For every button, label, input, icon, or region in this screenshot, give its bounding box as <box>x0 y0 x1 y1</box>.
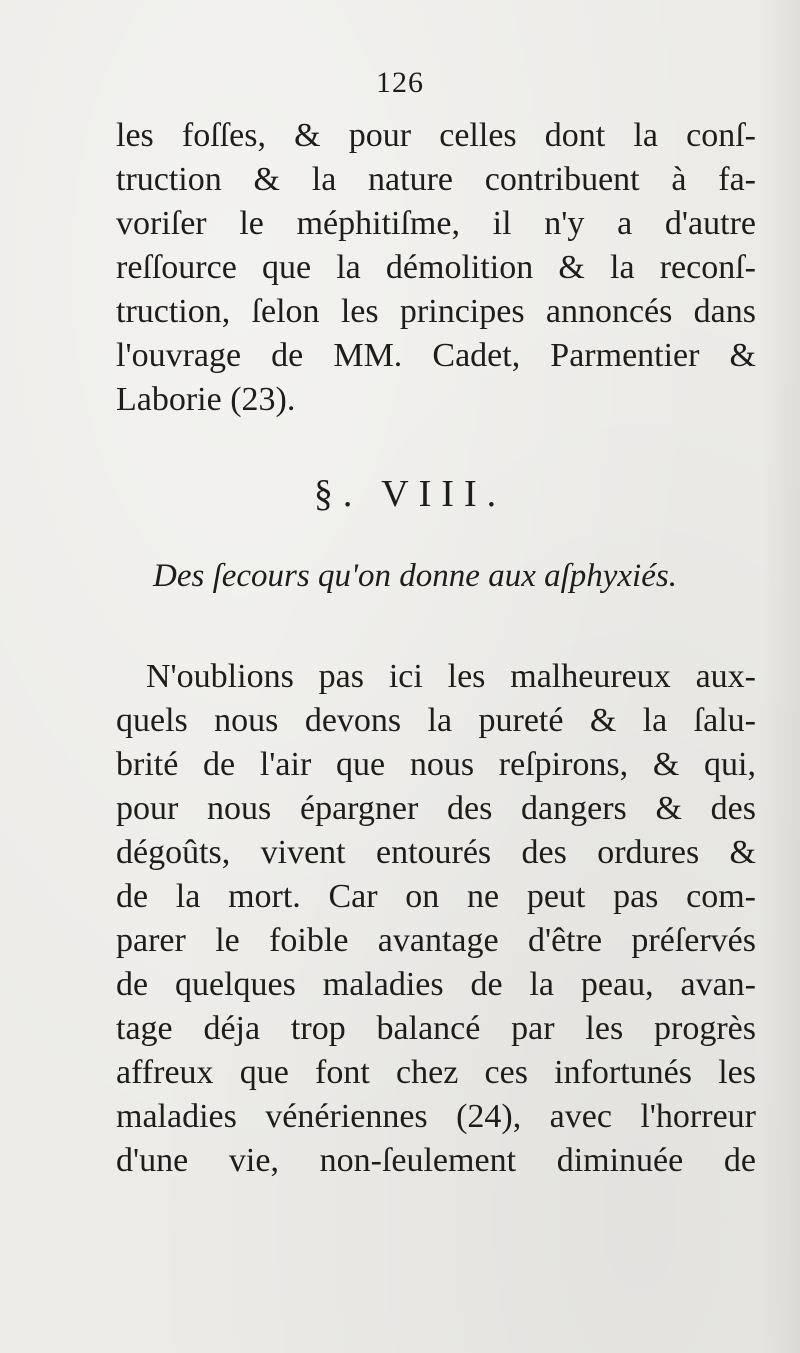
section-heading: §. VIII. <box>313 473 507 515</box>
text-line: Laborie (23). <box>116 381 296 418</box>
text-line: reſſource que la démolition & la reconſ- <box>116 249 756 286</box>
text-line: voriſer le méphitiſme, il n'y a d'autre <box>116 205 756 242</box>
paragraph-1 <box>116 114 756 422</box>
text-line: dégoûts, vivent entourés des ordures & <box>116 834 756 871</box>
text-line: d'une vie, non-ſeulement diminuée de <box>116 1142 756 1179</box>
text-line: pour nous épargner des dangers & des <box>116 790 756 827</box>
page-edge-shadow <box>760 0 800 1353</box>
text-line: parer le foible avantage d'être préſervés <box>116 922 756 959</box>
section-subtitle: Des ſecours qu'on donne aux aſphyxiés. <box>153 558 677 594</box>
text-line: tage déja trop balancé par les progrès <box>116 1010 756 1047</box>
text-line: de quelques maladies de la peau, avan- <box>116 966 756 1003</box>
text-line: maladies vénériennes (24), avec l'horreur <box>116 1098 756 1135</box>
text-line: truction, ſelon les principes annoncés dans <box>116 293 756 330</box>
page-number: 126 <box>376 66 424 99</box>
paragraph-2 <box>116 655 756 1183</box>
text-line: de la mort. Car on ne peut pas com- <box>116 878 756 915</box>
text-line: l'ouvrage de MM. Cadet, Parmentier & <box>116 337 756 374</box>
text-line: affreux que font chez ces infortunés les <box>116 1054 756 1091</box>
text-line: N'oublions pas ici les malheureux aux- <box>146 658 756 695</box>
text-line: quels nous devons la pureté & la ſalu- <box>116 702 756 739</box>
text-line: brité de l'air que nous reſpirons, & qui, <box>116 746 756 783</box>
text-line: les foſſes, & pour celles dont la conſ- <box>116 117 756 154</box>
text-line: truction & la nature contribuent à fa- <box>116 161 756 198</box>
